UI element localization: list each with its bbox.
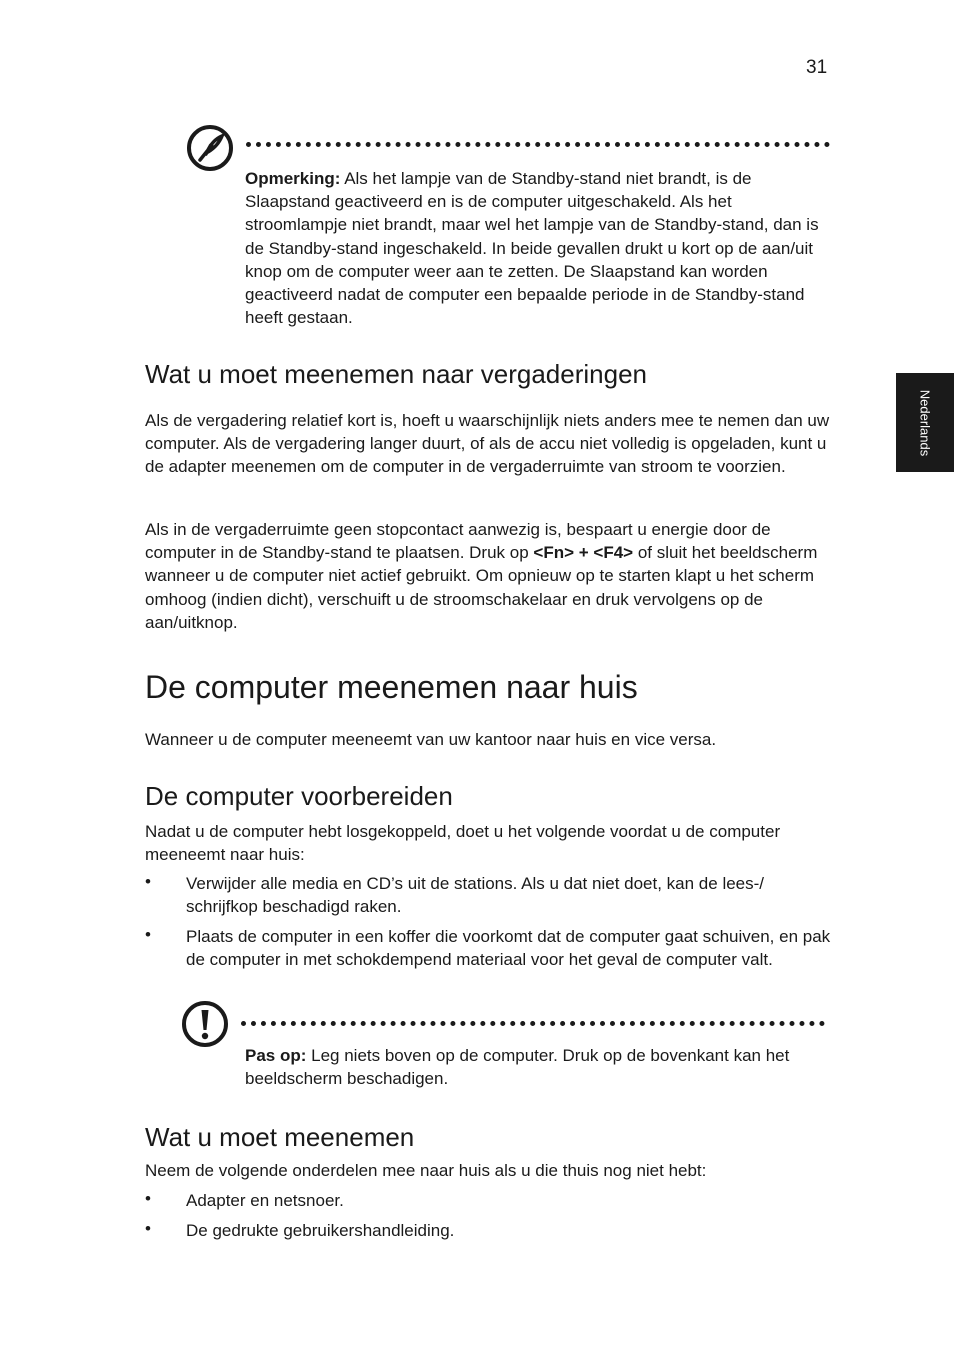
note-divider bbox=[246, 142, 830, 147]
caution-icon bbox=[181, 1000, 229, 1048]
language-side-tab bbox=[896, 373, 954, 472]
meetings-paragraph-2-start: Als in de vergaderruimte geen stopcontact aanwezig is, bespaart u energie door de computer in de Standby-stand te plaatsen. Druk op bbox=[145, 520, 771, 563]
meetings-paragraph-2 bbox=[145, 518, 835, 634]
caution-label: Pas op: bbox=[245, 1046, 307, 1065]
language-side-tab-label: Nederlands bbox=[917, 389, 933, 456]
list-item: Adapter en netsnoer. bbox=[186, 1191, 344, 1210]
heading-meetings: Wat u moet meenemen naar vergaderingen bbox=[145, 359, 647, 389]
heading-take-home: De computer meenemen naar huis bbox=[145, 669, 638, 705]
take-home-intro: Wanneer u de computer meeneemt van uw kantoor naar huis en vice versa. bbox=[145, 730, 717, 749]
list-item: Verwijder alle media en CD’s uit de stations. Als u dat niet doet, kan de lees-/ schrijfkop beschadigd raken. bbox=[186, 874, 765, 917]
bullet-marker: • bbox=[145, 925, 151, 944]
meetings-paragraph-2-end: of sluit het beeldscherm wanneer u de computer niet actief gebruikt. Om opnieuw op te starten klapt u het scherm omhoog (indien dicht), verschuift u de stroomschakelaar en druk vervolgens op de aan/uitknop. bbox=[145, 543, 818, 632]
what-to-bring-intro: Neem de volgende onderdelen mee naar huis als u die thuis nog niet hebt: bbox=[145, 1161, 707, 1180]
page-number: 31 bbox=[806, 57, 828, 78]
prepare-intro: Nadat u de computer hebt losgekoppeld, doet u het volgende voordat u de computer meeneemt naar huis: bbox=[145, 822, 781, 865]
heading-prepare: De computer voorbereiden bbox=[145, 781, 453, 811]
heading-what-to-bring: Wat u moet meenemen bbox=[145, 1122, 415, 1152]
bullet-marker: • bbox=[145, 1219, 151, 1238]
list-item: De gedrukte gebruikershandleiding. bbox=[186, 1221, 455, 1240]
note-body: Als het lampje van de Standby-stand niet brandt, is de Slaapstand geactiveerd en is de computer uitgeschakeld. Als het stroomlampje niet brandt, maar wel het lampje van de Standby-stand, dan is de Standby-stand ingeschakeld. In beide gevallen drukt u kort op de aan/uit knop om de computer weer aan te zetten. De Slaapstand kan worden geactiveerd nadat de computer een bepaalde periode in de Standby-stand heeft gestaan. bbox=[245, 169, 819, 328]
list-item: Plaats de computer in een koffer die voorkomt dat de computer gaat schuiven, en pak de computer in met schokdempend materiaal voor het geval de computer valt. bbox=[186, 927, 831, 970]
meetings-paragraph-1: Als de vergadering relatief kort is, hoeft u waarschijnlijk niets anders mee te nemen dan uw computer. Als de vergadering langer duurt, of als de accu niet volledig is opgeladen, kunt u de adapter meenemen om de computer in de vergaderruimte van stroom te voorzien. bbox=[145, 411, 830, 477]
caution-body: Leg niets boven op de computer. Druk op de bovenkant kan het beeldscherm beschadigen. bbox=[245, 1046, 790, 1089]
caution-text bbox=[245, 1044, 820, 1090]
bullet-marker: • bbox=[145, 872, 151, 891]
note-text bbox=[245, 167, 820, 329]
bullet-marker: • bbox=[145, 1189, 151, 1208]
key-combination: <Fn> + <F4> bbox=[533, 543, 634, 563]
caution-divider bbox=[241, 1021, 825, 1026]
note-label: Opmerking: bbox=[245, 169, 341, 188]
note-icon bbox=[186, 124, 234, 172]
